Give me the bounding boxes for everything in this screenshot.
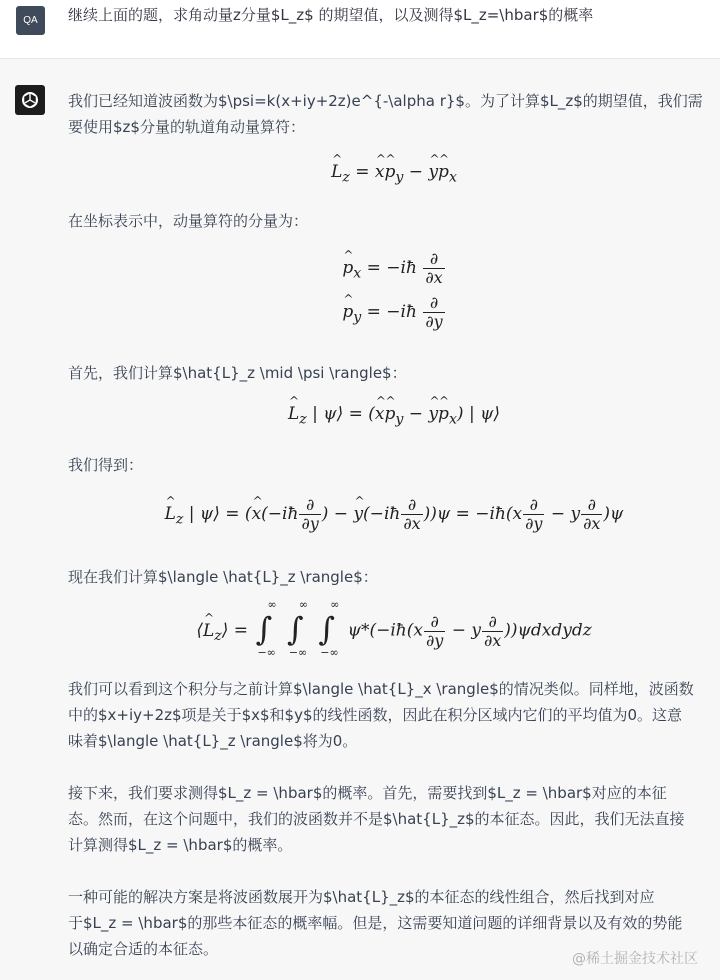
answer-paragraph-8-line-2: 于$L_z = \hbar$的那些本征态的概率幅。但是，这需要知道问题的详细背景以及有效的势能 — [68, 914, 683, 932]
answer-paragraph-1 — [68, 88, 703, 140]
equation-lz-expectation: ⟨^ $L_z⟩$ = ∫ ∞ −∞ ∫ ∞ −∞ ∫ ∞ −∞ ψ*(−iħ(x $\frac{\partial}{\partial y}$ − y $\frac{\partial}{\partial x}$ ))ψdxdydz — [68, 606, 720, 656]
equation-lz-on-psi: ^ $L_z$ | ψ⟩ = (^ x^ $p_y$ − ^ y^ $p_x$) | ψ⟩ — [68, 404, 720, 427]
answer-paragraph-8-line-3: 以确定合适的本征态。 — [68, 940, 219, 958]
answer-paragraph-6-line-1: 我们可以看到这个积分与之前计算$\langle \hat{L}_x \rangle$的情况类似。同样地，波函数 — [68, 680, 694, 698]
answer-paragraph-7-line-1: 接下来，我们要求测得$L_z = \hbar$的概率。首先，需要找到$L_z = \hbar$对应的本征 — [68, 784, 667, 802]
answer-paragraph-6-line-3: 味着$\langle \hat{L}_z \rangle$将为0。 — [68, 732, 358, 750]
answer-paragraph-6 — [68, 676, 694, 754]
user-message-row — [0, 0, 720, 59]
answer-paragraph-8-line-1: 一种可能的解决方案是将波函数展开为$\hat{L}_z$的本征态的线性组合，然后找到对应 — [68, 888, 655, 906]
equation-lz-operator: ^ $L_z$ = ^ x^ $p_y$ − ^ y^ $p_x$ — [68, 162, 720, 185]
answer-paragraph-7 — [68, 780, 685, 858]
answer-paragraph-1-line-2: 要使用$z$分量的轨道角动量算符： — [68, 118, 305, 136]
answer-paragraph-6-line-2: 中的$x+iy+2z$项是关于$x$和$y$的线性函数，因此在积分区域内它们的平均值为0。这意 — [68, 706, 683, 724]
answer-paragraph-3: 首先，我们计算$\hat{L}_z \mid \psi \rangle$： — [68, 364, 407, 382]
answer-paragraph-5: 现在我们计算$\langle \hat{L}_z \rangle$： — [68, 568, 378, 586]
openai-logo-icon — [15, 85, 45, 115]
user-message-text: 继续上面的题，求角动量z分量$L_z$ 的期望值，以及测得$L_z=\hbar$的概率 — [68, 6, 594, 24]
user-avatar — [16, 6, 45, 35]
answer-paragraph-4: 我们得到： — [68, 456, 144, 474]
answer-paragraph-7-line-3: 计算测得$L_z = \hbar$的概率。 — [68, 836, 293, 854]
equation-momentum-components: ^ $p_x$ = −iħ $\frac{\partial}{\partial x}$ ^ $p_y$ = −iħ $\frac{\partial}{\partial y}$ — [68, 250, 720, 338]
answer-paragraph-2: 在坐标表示中，动量算符的分量为： — [68, 212, 309, 230]
user-avatar-label: QA — [23, 15, 38, 26]
answer-paragraph-1-line-1: 我们已经知道波函数为$\psi=k(x+iy+2z)e^{-\alpha r}$。为了计算$L_z$的期望值，我们需 — [68, 92, 703, 110]
watermark: @稀土掘金技术社区 — [572, 951, 698, 967]
equation-lz-result: ^ $L_z$ | ψ⟩ = (^ x(−iħ $\frac{\partial}{\partial y}$ ) − ^ y(−iħ $\frac{\partial}{\partial x}$ ))ψ = −iħ(x $\frac{\partial}{\partial y}$ − y $\frac{\partial}{\partial x}$ )ψ — [68, 496, 720, 533]
answer-paragraph-7-line-2: 态。然而，在这个问题中，我们的波函数并不是$\hat{L}_z$的本征态。因此，我们无法直接 — [68, 810, 685, 828]
